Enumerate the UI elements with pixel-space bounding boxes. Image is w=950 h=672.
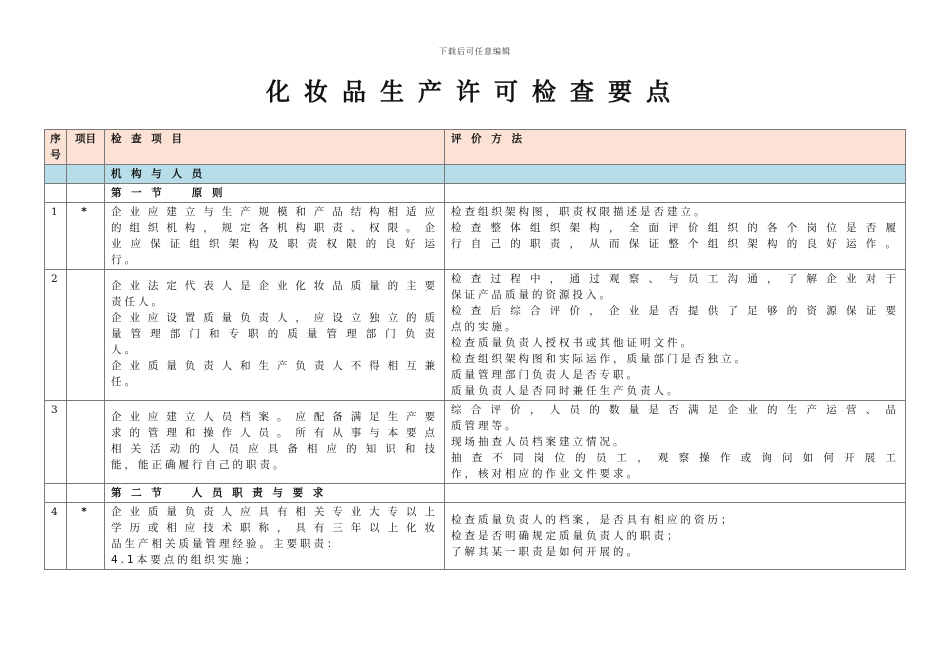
method-line: 质量管理部门负责人是否专职。 <box>451 369 640 381</box>
check-line: 求的管理和操作人员。所有从事与本要点 <box>111 427 438 439</box>
check-line: 企业质量负责人和生产负责人不得相互兼 <box>111 360 438 372</box>
row-number: 3 <box>45 401 67 484</box>
check-line: 行。 <box>111 254 138 266</box>
method-line: 点的实施。 <box>451 321 519 333</box>
check-line: 能，能正确履行自己的职责。 <box>111 459 287 471</box>
key-item-mark: * <box>67 503 105 570</box>
method-content <box>445 203 906 270</box>
check-line: 量管理部门和专职的质量管理部门负责 <box>111 328 438 340</box>
header-method: 评 价 方 法 <box>445 130 906 165</box>
method-line: 抽查不同岗位的员工，观察操作或询问如何开展工 <box>451 452 899 464</box>
header-item: 项目 <box>67 130 105 165</box>
check-line: 企业应设置质量负责人，应设立独立的质 <box>111 312 438 324</box>
watermark-text: 下载后可任意编辑 <box>439 47 511 56</box>
table-row <box>45 401 906 484</box>
check-line: 任。 <box>111 376 138 388</box>
page-title: 化妆品生产许可检查要点 <box>266 77 684 106</box>
header-check: 检 查 项 目 <box>105 130 445 165</box>
table-row <box>45 203 906 270</box>
inspection-table <box>44 129 906 570</box>
section-title: 第 二 节 人 员 职 责 与 要 求 <box>105 484 445 503</box>
check-line: 企业应建立人员档案。应配备满足生产要 <box>111 411 438 423</box>
row-number: 4 <box>45 503 67 570</box>
check-content <box>105 503 445 570</box>
method-line: 检查是否明确规定质量负责人的职责； <box>451 530 681 542</box>
method-line: 行自己的职责，从而保证整个组织架构的良好运作。 <box>451 238 899 250</box>
check-content <box>105 203 445 270</box>
check-line: 企业法定代表人是企业化妆品质量的主要 <box>111 280 438 292</box>
section-row <box>45 184 906 203</box>
key-item-mark: * <box>67 203 105 270</box>
check-line: 业应保证组织架构及职责权限的良好运 <box>111 238 438 250</box>
method-content <box>445 401 906 484</box>
row-number: 1 <box>45 203 67 270</box>
check-content <box>105 401 445 484</box>
check-line: 企业质量负责人应具有相关专业大专以上 <box>111 506 438 518</box>
chapter-title: 机 构 与 人 员 <box>105 165 445 184</box>
row-number: 2 <box>45 270 67 401</box>
chapter-row <box>45 165 906 184</box>
check-line: 企业应建立与生产规模和产品结构相适应 <box>111 206 438 218</box>
header-no: 序号 <box>45 130 67 165</box>
check-line: 品生产相关质量管理经验。主要职责： <box>111 538 341 550</box>
section-title: 第 一 节 原 则 <box>105 184 445 203</box>
section-row <box>45 484 906 503</box>
method-line: 检查过程中，通过观察、与员工沟通，了解企业对于 <box>451 273 899 285</box>
method-line: 检查质量负责人的档案，是否具有相应的资历； <box>451 514 735 526</box>
method-line: 检查后综合评价，企业是否提供了足够的资源保证要 <box>451 305 899 317</box>
method-content <box>445 270 906 401</box>
method-line: 作，核对相应的作业文件要求。 <box>451 468 640 480</box>
method-content <box>445 503 906 570</box>
key-item-mark <box>67 401 105 484</box>
check-line: 相关活动的人员应具备相应的知识和技 <box>111 443 438 455</box>
method-line: 检查质量负责人授权书或其他证明文件。 <box>451 337 694 349</box>
table-header-row <box>45 130 906 165</box>
method-line: 检查组织架构图，职责权限描述是否建立。 <box>451 206 708 218</box>
method-line: 保证产品质量的资源投入。 <box>451 289 613 301</box>
method-line: 质量负责人是否同时兼任生产负责人。 <box>451 385 681 397</box>
method-line: 现场抽查人员档案建立情况。 <box>451 436 627 448</box>
method-line: 检查整体组织架构，全面评价组织的各个岗位是否履 <box>451 222 899 234</box>
method-line: 检查组织架构图和实际运作，质量部门是否独立。 <box>451 353 748 365</box>
check-line: 的组织机构，规定各机构职责、权限。企 <box>111 222 438 234</box>
check-line: 学历或相应技术职称，具有三年以上化妆 <box>111 522 438 534</box>
key-item-mark <box>67 270 105 401</box>
check-line: 责任人。 <box>111 296 165 308</box>
table-row <box>45 503 906 570</box>
table-row <box>45 270 906 401</box>
method-line: 综合评价，人员的数量是否满足企业的生产运营、品 <box>451 404 899 416</box>
check-content <box>105 270 445 401</box>
method-line: 质管理等。 <box>451 420 519 432</box>
check-line: 人。 <box>111 344 138 356</box>
check-line: 4.1本要点的组织实施； <box>111 554 259 566</box>
method-line: 了解其某一职责是如何开展的。 <box>451 546 640 558</box>
